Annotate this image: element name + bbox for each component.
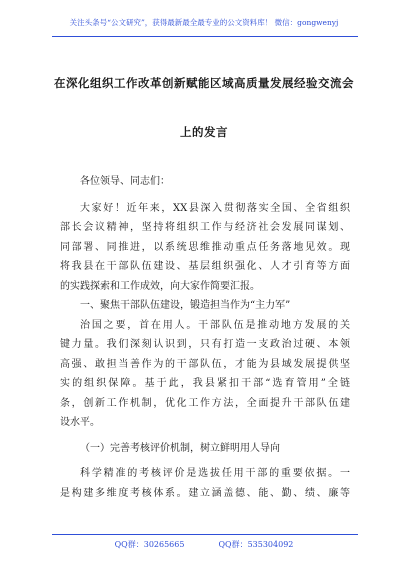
paragraph-2-line-3: 高强、敢担当善作为的干部队伍，才能为县域发展提供坚	[60, 358, 350, 370]
paragraph-2-line-1: 治国之要，首在用人。干部队伍是推动地方发展的关	[80, 319, 350, 331]
page-footer	[0, 539, 408, 550]
header-divider	[52, 36, 358, 37]
paragraph-1	[60, 199, 350, 297]
paragraph-2-line-4: 实的组织保障。基于此，我县紧扣干部“选育管用”全链	[60, 378, 350, 389]
document-title-line-2: 上的发言	[180, 125, 228, 139]
paragraph-3-line-1: 科学精准的考核评价是选拔任用干部的重要依据。一	[80, 468, 350, 479]
document-body	[60, 172, 350, 503]
paragraph-2	[60, 316, 350, 433]
footer-divider	[52, 534, 358, 535]
paragraph-1-line-2: 部长会议精神，坚持将组织工作与经济社会发展同谋划、	[60, 222, 350, 233]
footer-qq-group-1: QQ群：30265665	[114, 540, 185, 549]
paragraph-2-line-2: 键力量。我们深刻认识到，只有打造一支政治过硬、本领	[60, 339, 350, 350]
section-heading-2: （一）完善考核评价机制，树立鲜明用人导向	[80, 442, 280, 454]
document-title-line-1: 在深化组织工作改革创新赋能区域高质量发展经验交流会	[54, 76, 354, 90]
section-heading-1: 一、聚焦干部队伍建设，锻造担当作为“主力军”	[80, 300, 291, 311]
page-header: 关注头条号“公文研究”，获得最新最全最专业的公文资料库！ 微信：gongwenyj	[69, 18, 339, 27]
paragraph-2-line-6: 设水平。	[60, 417, 100, 428]
paragraph-1-line-4: 将我县在干部队伍建设、基层组织强化、人才引育等方面	[60, 261, 350, 272]
salutation: 各位领导、同志们：	[80, 176, 170, 187]
paragraph-2-line-5: 条，创新工作机制，优化工作方法，全面提升干部队伍建	[60, 397, 350, 409]
paragraph-1-line-1: 大家好！近年来，XX县深入贯彻落实全国、全省组织	[80, 202, 350, 214]
footer-qq-group-2: QQ群：535304092	[218, 540, 294, 549]
paragraph-1-line-5: 的实践探索和工作成效，向大家作简要汇报。	[60, 280, 260, 292]
paragraph-3	[60, 464, 350, 503]
paragraph-3-line-2: 是构建多维度考核体系。建立涵盖德、能、勤、绩、廉等	[60, 487, 350, 499]
paragraph-1-line-3: 同部署、同推进，以系统思维推动重点任务落地见效。现	[60, 241, 350, 253]
